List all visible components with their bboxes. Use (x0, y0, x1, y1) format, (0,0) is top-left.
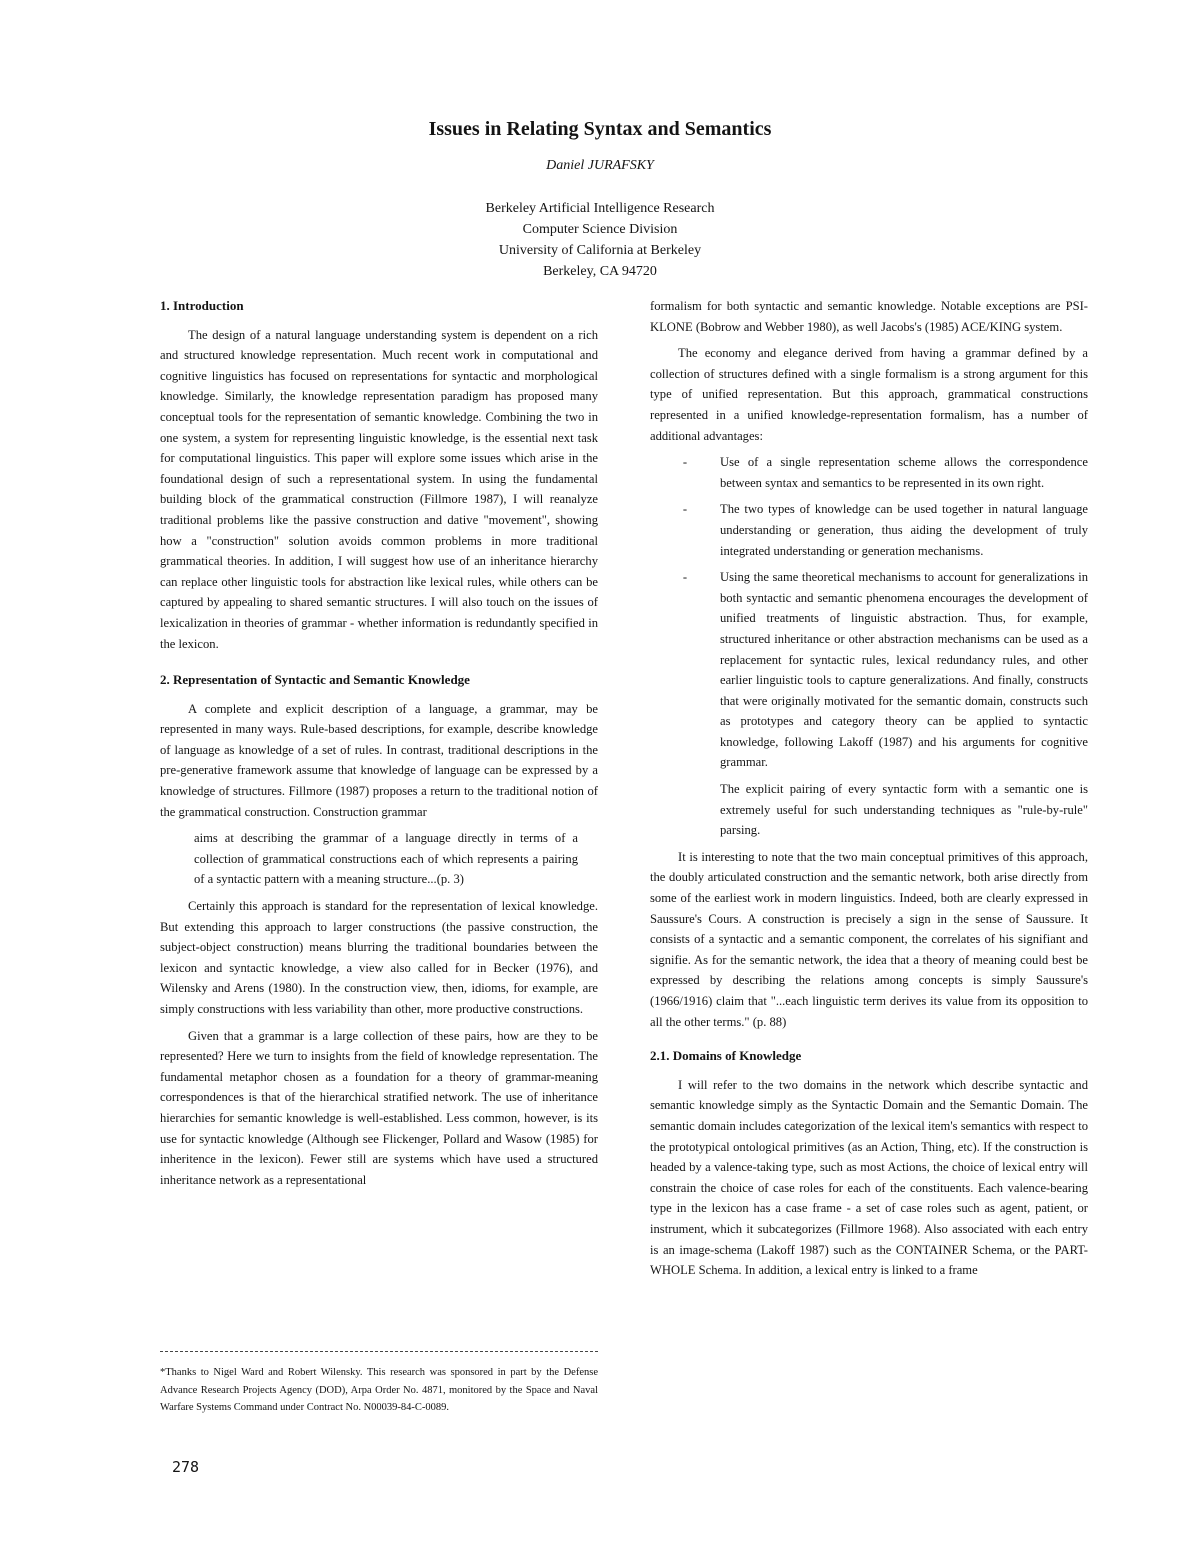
section-heading-introduction: 1. Introduction (160, 298, 244, 313)
bullet-continuation: The explicit pairing of every syntactic form with a semantic one is extremely useful for such understanding techniques as "rule-by-rule" parsing. (720, 782, 1088, 838)
bullet-text: The two types of knowledge can be used together in natural language understanding or generation, thus aiding the development of truly integrated understanding or generation mechanisms. (720, 502, 1088, 558)
footnote: *Thanks to Nigel Ward and Robert Wilensky. This research was sponsored in part by the Defense Advance Research Projects Agency (DOD), Arpa Order No. 4871, monitored by the Space and Naval Warfare Systems Command under Contract No. N00039-84-C-0089. (160, 1367, 598, 1413)
affiliation-line: University of California at Berkeley (498, 243, 702, 258)
bullet-item (650, 567, 1088, 773)
paragraph: Certainly this approach is standard for the representation of lexical knowledge. But extending this approach to larger constructions (the passive construction, the subject-object construction) means blurring the traditional boundaries between the lexicon and syntactic knowledge, a view also called for in Becker (1976), and Wilensky and Arens (1980). In the construction view, then, idioms, for example, are simply constructions with less variability than other, more productive constructions. (160, 899, 598, 1016)
affiliation-line: Berkeley Artificial Intelligence Research (485, 201, 715, 216)
page-number: 278 (172, 1458, 200, 1476)
bullet-item (650, 499, 1088, 561)
bullet-text: Using the same theoretical mechanisms to account for generalizations in both syntactic and semantic phenomena encourages the development of unified treatments of linguistic abstraction. Thus, for example, structured inheritance or other abstraction mechanisms can be used as a replacement for syntactic rules, lexical redundancy rules, and other earlier linguistic tools to capture generalizations. And finally, constructs that were originally motivated for the semantic domain, constructs such as prototypes and category theory can be applied to syntactic knowledge, following Lakoff (1987) and his arguments for cognitive grammar. (720, 570, 1088, 770)
paper-title: Issues in Relating Syntax and Semantics (428, 118, 772, 140)
section-heading-representation: 2. Representation of Syntactic and Semantic Knowledge (160, 672, 470, 688)
block-quote: aims at describing the grammar of a language directly in terms of a collection of grammatical constructions each of which represents a pairing of a syntactic pattern with a meaning structure...(p. 3) (194, 831, 578, 887)
paragraph: The design of a natural language understanding system is dependent on a rich and structured knowledge representation. Much recent work in computational and cognitive linguistics has focused on representations for syntactic and morphological knowledge. Similarly, the knowledge representation paradigm has proposed many conceptual tools for the representation of semantic knowledge. Combining the two in one system, a system for representing linguistic knowledge, is the essential next task for computational linguistics. This paper will explore some issues which arise in the foundational design of such a representational system. In using the fundamental building block of the grammatical construction (Fillmore 1987), I will reanalyze traditional problems like the passive construction and dative "movement", showing how a "construction" solution avoids common problems in more traditional grammatical theories. In addition, I will suggest how use of an inheritance hierarchy can replace other linguistic tools for abstraction like lexical rules, while others can be captured by appealing to shared semantic structures. I will also touch on the issues of lexicalization in theories of grammar - whether information is redundantly specified in the lexicon. (160, 327, 598, 651)
footnote-divider (160, 1351, 598, 1352)
bullet-marker-icon: - (682, 502, 688, 517)
bullet-marker-icon: - (682, 570, 688, 585)
paragraph: A complete and explicit description of a language, a grammar, may be represented in many ways. Rule-based descriptions, for example, describe knowledge of language as knowledge of a set of rules. In contrast, traditional descriptions in the pre-generative framework assume that knowledge of language can be expressed by a knowledge of structures. Fillmore (1987) proposes a return to the traditional notion of the grammatical construction. Construction grammar (160, 701, 598, 819)
affiliation-line: Berkeley, CA 94720 (543, 264, 657, 279)
paragraph: Given that a grammar is a large collection of these pairs, how are they to be represented? Here we turn to insights from the field of knowledge representation. The fundamental metaphor chosen as a foundation for a theory of grammar-meaning correspondences is that of the hierarchical stratified network. The use of inheritance hierarchies for semantic knowledge is well-established. Less common, however, is its use for syntactic knowledge (Although see Flickenger, Pollard and Wasow (1985) for inheritence in the lexicon). Fewer still are systems which have used a structured inheritance network as a representational (160, 1028, 598, 1187)
paragraph: I will refer to the two domains in the network which describe syntactic and semantic knowledge simply as the Syntactic Domain and the Semantic Domain. The semantic domain includes categorization of the lexical item's semantics with respect to the prototypical ontological primitives (as an Action, Thing, etc). If the construction is headed by a valence-taking type, such as most Actions, the choice of lexical entry will constrain the choice of case roles for each of the constituents. Each valence-bearing type in the lexicon has a case frame - a set of case roles such as agent, patient, or instrument, which it subcategorizes (Fillmore 1968). Also associated with each entry is an image-schema (Lakoff 1987) such as the CONTAINER Schema, or the PART-WHOLE Schema. In addition, a lexical entry is linked to a frame (650, 1077, 1088, 1278)
paragraph: It is interesting to note that the two main conceptual primitives of this approach, the doubly articulated construction and the semantic network, both arise directly from some of the earliest work in modern linguistics. Indeed, both are clearly expressed in Saussure's Cours. A construction is precisely a sign in the sense of Saussure. It consists of a syntactic and a semantic component, the correlates of his signifiant and signifie. As for the semantic network, the idea that a theory of meaning could best be expressed by describing the relations among concepts is simply Saussure's (1966/1916) claim that "...each linguistic term derives its value from its opposition to all the other terms." (p. 88) (650, 849, 1088, 1029)
subsection-heading-domains: 2.1. Domains of Knowledge (650, 1048, 802, 1064)
paragraph: formalism for both syntactic and semantic knowledge. Notable exceptions are PSI-KLONE (Bobrow and Webber 1980), as well Jacobs's (1985) ACE/KING system. (650, 299, 1088, 334)
left-column (160, 296, 598, 1196)
affiliation-line: Computer Science Division (522, 222, 678, 237)
paragraph: The economy and elegance derived from having a grammar defined by a collection of structures defined with a single formalism is a strong argument for this type of unified representation. But this approach, grammatical constructions represented in a unified knowledge-representation formalism, has a number of additional advantages: (650, 346, 1088, 443)
right-column (650, 296, 1088, 1287)
author-name: Daniel JURAFSKY (546, 158, 654, 173)
affiliation-block (0, 198, 1200, 282)
bullet-item (650, 452, 1088, 493)
bullet-marker-icon: - (682, 455, 688, 470)
bullet-text: Use of a single representation scheme allows the correspondence between syntax and semantics to be represented in its own right. (720, 455, 1088, 490)
